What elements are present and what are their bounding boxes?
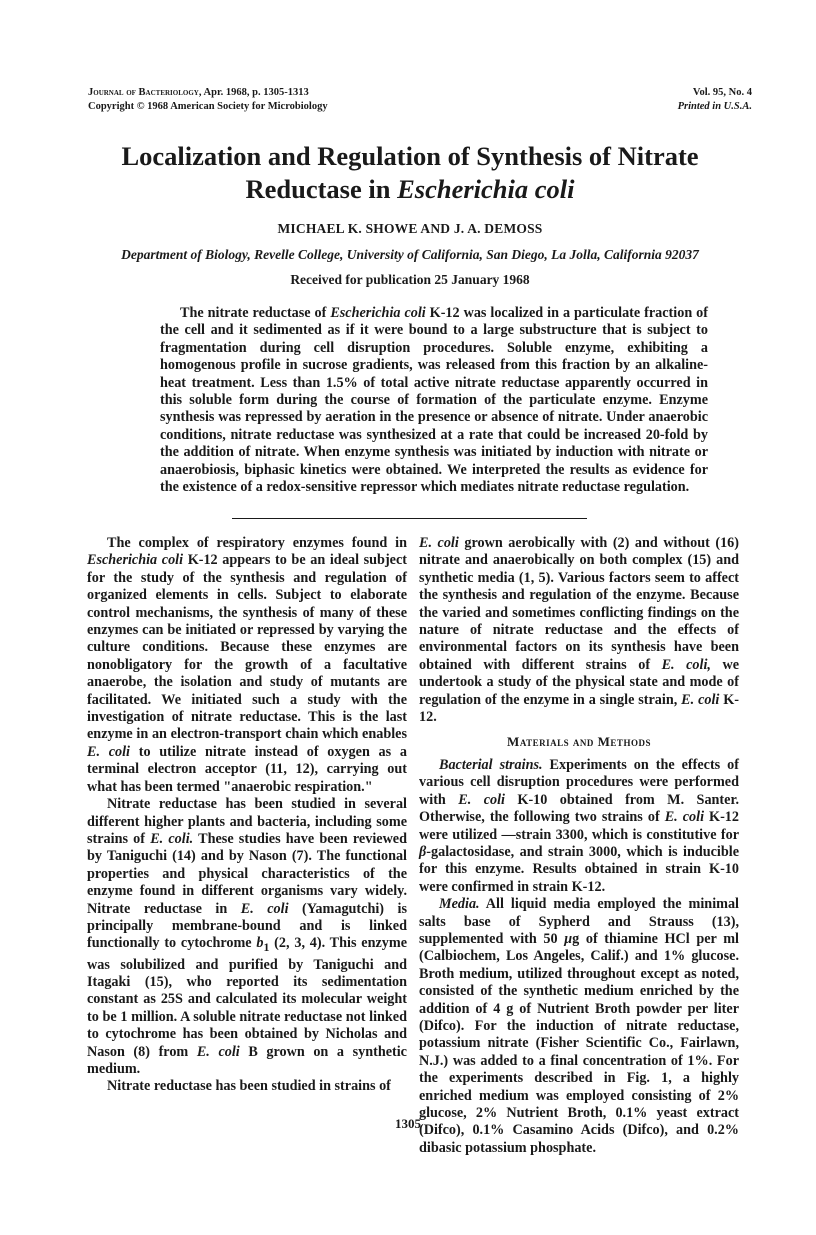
title-line-2: Reductase in Escherichia coli — [245, 174, 575, 204]
abstract: The nitrate reductase of Escherichia coli K-12 was localized in a particulate fraction of the cell and it sedimented as if it were bound to a large substructure that is subject to fragmentation during cell disruption procedures. Soluble enzyme, exhibiting a homogenous profile in sucrose gradients, was released from this fraction by an alkaline-heat treatment. Less than 1.5% of total active nitrate reductase apparently occurred in this soluble form during the course of formation of the particulate enzyme. Enzyme synthesis was repressed by aeration in the presence or absence of nitrate. Under anaerobic conditions, nitrate reductase was synthesized at a rate that could be increased 20-fold by the addition of nitrate. When enzyme synthesis was initiated by induction with nitrate or anaerobiosis, biphasic kinetics were obtained. We interpreted the results as evidence for the existence of a redox-sensitive repressor which mediates nitrate reductase regulation. — [160, 305, 708, 496]
paragraph: E. coli grown aerobically with (2) and without (16) nitrate and anaerobically on both complex (15) and synthetic media (1, 5). Various factors seem to affect the synthesis and regulation of the enzyme. Because the varied and sometimes conflicting findings on the nature of nitrate reductase and the effects of environmental factors on its synthesis have been obtained with different strains of E. coli, we undertook a study of the physical state and mode of regulation of the enzyme in a single strain, E. coli K-12. — [419, 535, 740, 726]
body-column-left — [87, 535, 407, 1096]
page-number: 1305 — [395, 1116, 421, 1131]
running-header-right — [678, 86, 752, 114]
article-title — [60, 140, 760, 206]
journal-citation — [88, 86, 328, 100]
running-header-left — [88, 86, 328, 114]
affiliation: Department of Biology, Revelle College, University of California, San Diego, La Jolla, California 92037 — [121, 247, 699, 262]
paragraph: Media. All liquid media employed the minimal salts base of Sypherd and Strauss (13), supplemented with 50 μg of thiamine HCl per ml (Calbiochem, Los Angeles, Calif.) and 1% glucose. Broth medium, utilized throughout except as noted, consisted of the synthetic medium enriched by the addition of 4 g of Nutrient Broth powder per liter (Difco). For the induction of nitrate reductase, potassium nitrate (Fisher Scientific Co., Fairlawn, N.J.) was added to a final concentration of 1%. For the experiments described in Fig. 1, a highly enriched medium was employed consisting of 2% glucose, 2% Nutrient Broth, 0.1% yeast extract (Difco), 0.1% Casamino Acids (Difco), and 0.2% dibasic potassium phosphate. — [419, 896, 739, 1156]
section-heading: Materials and Methods — [507, 734, 651, 750]
body-column-right — [419, 535, 739, 1157]
journal-name: Journal of Bacteriology — [88, 87, 199, 98]
volume-number: Vol. 95, No. 4 — [692, 87, 752, 98]
abstract-divider — [232, 518, 587, 519]
author-list: MICHAEL K. SHOWE AND J. A. DEMOSS — [277, 221, 543, 236]
paragraph: Nitrate reductase has been studied in strains of — [107, 1078, 391, 1095]
printed-in: Printed in U.S.A. — [677, 101, 752, 112]
journal-issue: , Apr. 1968, p. 1305-1313 — [198, 87, 309, 98]
paragraph: The complex of respiratory enzymes found in Escherichia coli K-12 appears to be an ideal subject for the study of the synthesis and regulation of organized elements in cells. Subject to elaborate control mechanisms, the synthesis of many of these enzymes can be initiated or repressed by varying the culture conditions. Because these enzymes are nonobligatory for the growth of a facultative anaerobe, the isolation and study of mutants are facilitated. We initiated such a study with the investigation of nitrate reductase. This is the last enzyme in an electron-transport chain which enables E. coli to utilize nitrate instead of oxygen as a terminal electron acceptor (11, 12), carrying out what has been termed "anaerobic respiration." — [87, 535, 407, 795]
paragraph: Nitrate reductase has been studied in several different higher plants and bacteria, including some strains of E. coli. These studies have been reviewed by Taniguchi (14) and by Nason (7). The functional properties and physical characteristics of the enzyme found in different organisms vary widely. Nitrate reductase in E. coli (Yamagutchi) is principally membrane-bound and is linked functionally to cytochrome $b_1$ (2, 3, 4). This enzyme was solubilized and purified by Taniguchi and Itagaki (15), who reported its sedimentation constant as 25S and calculated its molecular weight to be 1 million. A soluble nitrate reductase not linked to cytochrome has been obtained by Nicholas and Nason (8) from E. coli B grown on a synthetic medium. — [87, 796, 407, 1078]
copyright-line: Copyright © 1968 American Society for Microbiology — [88, 101, 328, 112]
received-date: Received for publication 25 January 1968 — [290, 272, 530, 287]
title-line-1: Localization and Regulation of Synthesis of Nitrate — [121, 141, 699, 171]
paragraph: Bacterial strains. Experiments on the effects of various cell disruption procedures were performed with E. coli K-10 obtained from M. Santer. Otherwise, the following two strains of E. coli K-12 were utilized —strain 3300, which is constitutive for β-galactosidase, and strain 3000, which is inducible for this enzyme. Results obtained in strain K-10 were confirmed in strain K-12. — [419, 756, 739, 895]
